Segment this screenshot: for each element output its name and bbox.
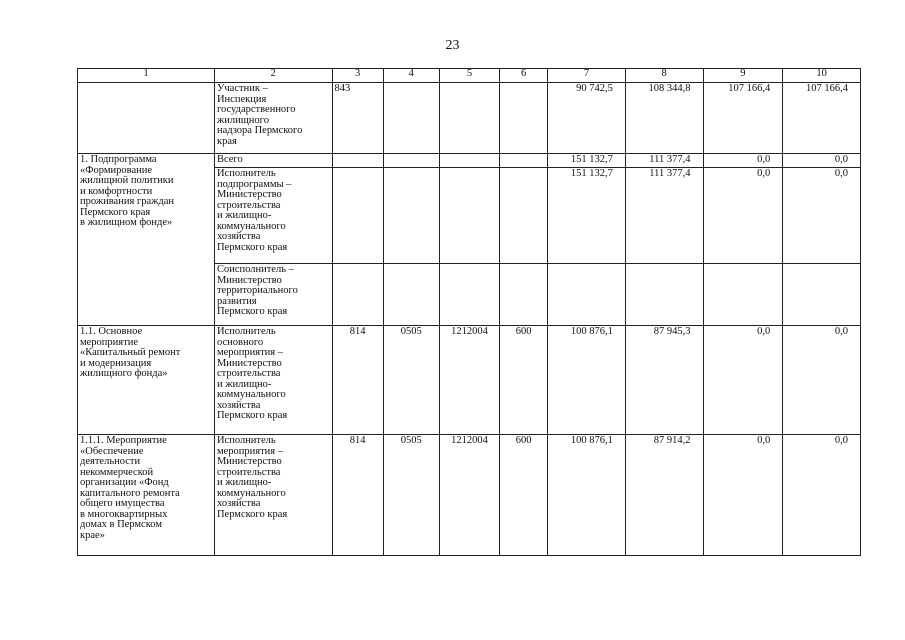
column-header: 6 xyxy=(500,69,548,83)
cell-section xyxy=(383,168,439,264)
cell-value: 0,0 xyxy=(783,435,861,556)
cell-executor: Участник – Инспекция государственного жилищного надзора Пермского края xyxy=(214,83,332,154)
cell-executor: Всего xyxy=(214,154,332,168)
cell-type xyxy=(500,168,548,264)
cell-value: 0,0 xyxy=(703,326,783,435)
cell-value: 87 945,3 xyxy=(625,326,703,435)
cell-article: 1212004 xyxy=(439,326,499,435)
cell-type xyxy=(500,264,548,326)
cell-article xyxy=(439,83,499,154)
cell-value: 151 132,7 xyxy=(548,154,626,168)
column-header: 10 xyxy=(783,69,861,83)
cell-article xyxy=(439,168,499,264)
cell-name: 1. Подпрограмма «Формирование жилищной политики и комфортности проживания граждан Пермского края в жилищном фонде» xyxy=(78,154,215,326)
cell-name xyxy=(78,83,215,154)
cell-code: 814 xyxy=(332,326,383,435)
cell-type: 600 xyxy=(500,435,548,556)
cell-value: 0,0 xyxy=(703,154,783,168)
column-header: 3 xyxy=(332,69,383,83)
table-row xyxy=(78,154,861,168)
table-header-row xyxy=(78,69,861,83)
cell-value: 111 377,4 xyxy=(625,154,703,168)
cell-article: 1212004 xyxy=(439,435,499,556)
cell-value: 90 742,5 xyxy=(548,83,626,154)
cell-value: 0,0 xyxy=(703,168,783,264)
column-header: 2 xyxy=(214,69,332,83)
table-row xyxy=(78,435,861,556)
cell-section xyxy=(383,264,439,326)
cell-section xyxy=(383,83,439,154)
cell-value: 0,0 xyxy=(783,168,861,264)
cell-value: 0,0 xyxy=(783,326,861,435)
cell-executor: Исполнитель подпрограммы – Министерство строительства и жилищно- коммунального хозяйства Пермского края xyxy=(214,168,332,264)
column-header: 4 xyxy=(383,69,439,83)
cell-value: 151 132,7 xyxy=(548,168,626,264)
cell-name: 1.1. Основное мероприятие «Капитальный ремонт и модернизация жилищного фонда» xyxy=(78,326,215,435)
cell-value: 87 914,2 xyxy=(625,435,703,556)
cell-executor: Соисполнитель – Министерство территориального развития Пермского края xyxy=(214,264,332,326)
cell-executor: Исполнитель основного мероприятия – Министерство строительства и жилищно- коммунального хозяйства Пермского края xyxy=(214,326,332,435)
cell-value: 0,0 xyxy=(783,154,861,168)
cell-code: 843 xyxy=(332,83,383,154)
cell-name: 1.1.1. Мероприятие «Обеспечение деятельности некоммерческой организации «Фонд капитального ремонта общего имущества в многоквартирных домах в Пермском крае» xyxy=(78,435,215,556)
budget-table xyxy=(77,68,861,556)
cell-type xyxy=(500,154,548,168)
cell-value xyxy=(548,264,626,326)
column-header: 7 xyxy=(548,69,626,83)
cell-value: 107 166,4 xyxy=(783,83,861,154)
cell-article xyxy=(439,264,499,326)
cell-value xyxy=(625,264,703,326)
table-row xyxy=(78,83,861,154)
cell-section: 0505 xyxy=(383,326,439,435)
cell-value: 100 876,1 xyxy=(548,435,626,556)
table-row xyxy=(78,326,861,435)
cell-value xyxy=(703,264,783,326)
cell-article xyxy=(439,154,499,168)
page-number: 23 xyxy=(445,38,460,53)
cell-value xyxy=(783,264,861,326)
cell-code xyxy=(332,154,383,168)
column-header: 1 xyxy=(78,69,215,83)
cell-code xyxy=(332,264,383,326)
cell-value: 0,0 xyxy=(703,435,783,556)
cell-type xyxy=(500,83,548,154)
cell-value: 107 166,4 xyxy=(703,83,783,154)
cell-section: 0505 xyxy=(383,435,439,556)
cell-value: 108 344,8 xyxy=(625,83,703,154)
cell-code: 814 xyxy=(332,435,383,556)
column-header: 5 xyxy=(439,69,499,83)
cell-value: 100 876,1 xyxy=(548,326,626,435)
cell-code xyxy=(332,168,383,264)
column-header: 8 xyxy=(625,69,703,83)
cell-executor: Исполнитель мероприятия – Министерство строительства и жилищно- коммунального хозяйства Пермского края xyxy=(214,435,332,556)
cell-type: 600 xyxy=(500,326,548,435)
cell-value: 111 377,4 xyxy=(625,168,703,264)
column-header: 9 xyxy=(703,69,783,83)
cell-section xyxy=(383,154,439,168)
